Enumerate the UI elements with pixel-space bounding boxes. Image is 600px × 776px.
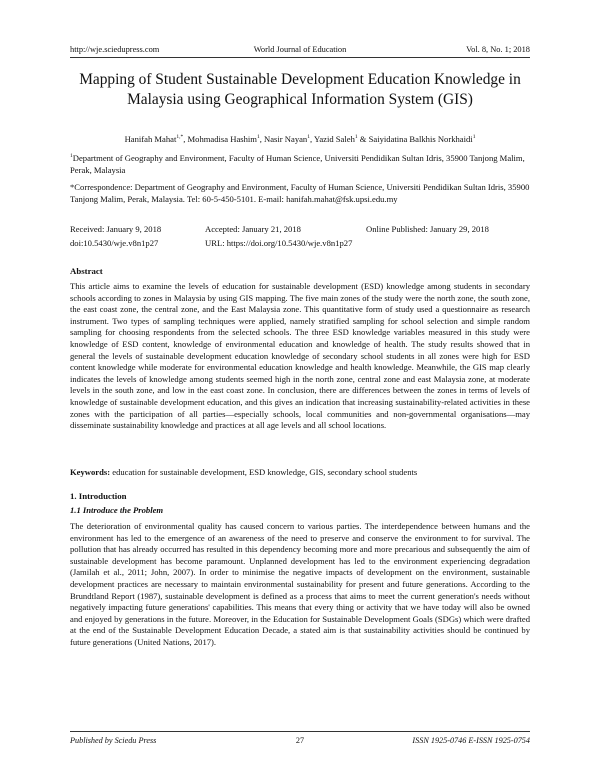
running-header (70, 45, 530, 58)
paper-title: Mapping of Student Sustainable Development Education Knowledge in Malaysia using Geographical Information System (GIS) (79, 71, 521, 108)
journal-url[interactable]: http://wje.sciedupress.com (70, 45, 160, 54)
abstract-heading: Abstract (70, 266, 103, 276)
affiliation (70, 150, 530, 176)
issn: ISSN 1925-0746 E-ISSN 1925-0754 (412, 736, 530, 745)
author-affil-mark: 1,* (176, 134, 184, 141)
author-affil-mark: 1 (354, 134, 358, 141)
author-name: Nasir Nayan (264, 134, 308, 144)
section-heading: 1. Introduction (70, 491, 127, 501)
author-name: Yazid Saleh (313, 134, 355, 144)
page-footer (70, 731, 530, 747)
author-affil-mark: 1 (307, 134, 310, 141)
author-name: Hanifah Mahat (124, 134, 177, 144)
accepted-date: Accepted: January 21, 2018 (205, 224, 301, 234)
author-name: Saiyidatina Balkhis Norkhaidi (368, 134, 473, 144)
doi-url[interactable]: URL: https://doi.org/10.5430/wje.v8n1p27 (205, 238, 353, 248)
affiliation-mark: 1 (70, 153, 73, 159)
journal-name: World Journal of Education (253, 45, 347, 54)
abstract-text: This article aims to examine the levels of education for sustainable development (ESD) knowledge among students in secondary schools according to zones in Malaysia by using GIS mapping. The five main zones of the study were the north zone, the south zone, the east coast zone, the central zone, and the East Malaysia zone. This quantitative form of study used a questionnaire as research instrument. Two types of sampling techniques were applied, namely stratified sampling for school selection and simple random sampling for choosing respondents from the selected schools. The three ESD knowledge variables measured in this study were knowledge of ESD content, knowledge of environmental education and knowledge of health. The study results showed that in general the levels of sustainable development education knowledge of secondary school students in all zones were high for ESD content knowledge while moderate for environmental education knowledge and health knowledge. Meanwhile, the GIS map clearly indicates the levels of knowledge among students seemed high in the north zone, central zone and east Malaysia zone, at moderate levels in the south zone, and low in the east coast zone. In conclusion, there are differences between the zones in terms of levels of knowledge of sustainable development education, and this gives an indication that increasing sustainability-related activities in these zones with the participation of all parties—especially schools, local communities and non-governmental organisations—may disseminate sustainability knowledge and practices at all age levels and all school locations. (70, 281, 530, 431)
author-affil-mark: 1 (472, 134, 476, 141)
author-list: Hanifah Mahat$^{1,*}$, Mohmadisa Hashim$^1$, Nasir Nayan$^1$, Yazid Saleh$^1$ & Saiyidatina Balkhis Norkhaidi$^1$ (124, 134, 476, 144)
subsection-heading: 1.1 Introduce the Problem (70, 505, 164, 515)
introduction-text: The deterioration of environmental quality has caused concern to various parties. The interdependence between humans and the environment has led to the emergence of an awareness of the need to preserve and conserve the environment to for survival. The pollution that has already occurred has resulted in this dependency becoming more and more precarious and subsequently the aim of sustainable development has become paramount. Unplanned development has led to the environment experiencing degradation (Jamilah et al., 2011; John, 2007). In order to minimise the negative impacts of development on the environment, sustainable development practices are necessary to maintain environmental sustainability for present and future generations. According to the Brundtland Report (1987), sustainable development is defined as a process that aims to meet the current generation's needs without negatively impacting future generations' capabilities. This means that every thing or activity that we have today will also be owned and enjoyed by generations in the future. Moreover, in the Education for Sustainable Development Goals (SDGs) which were drafted at the end of the Sustainable Development Education Decade, a stated aim is that sustainability activities should be continued by future generations (United Nations, 2017). (70, 521, 530, 647)
doi[interactable]: doi:10.5430/wje.v8n1p27 (70, 238, 159, 248)
author-affil-mark: 1 (256, 134, 260, 141)
published-date: Online Published: January 29, 2018 (366, 224, 489, 234)
keywords (70, 467, 530, 477)
author-name: Mohmadisa Hashim (187, 134, 257, 144)
volume-info: Vol. 8, No. 1; 2018 (466, 45, 530, 54)
received-date: Received: January 9, 2018 (70, 224, 162, 234)
keywords-text: education for sustainable development, ESD knowledge, GIS, secondary school students (112, 467, 418, 477)
publisher: Published by Sciedu Press (70, 736, 157, 745)
page-number: 27 (295, 736, 305, 745)
correspondence: *Correspondence: Department of Geography and Environment, Faculty of Human Science, Universiti Pendidikan Sultan Idris, 35900 Tanjong Malim, Perak, Malaysia. Tel: 60-5-450-5101. E-mail: hanifah.mahat@fsk.upsi.edu.my (70, 182, 530, 205)
affiliation-text: Department of Geography and Environment, Faculty of Human Science, Universiti Pendidikan Sultan Idris, 35900 Tanjong Malim, Perak, Malaysia (70, 152, 525, 176)
keywords-label: Keywords: (70, 467, 111, 477)
